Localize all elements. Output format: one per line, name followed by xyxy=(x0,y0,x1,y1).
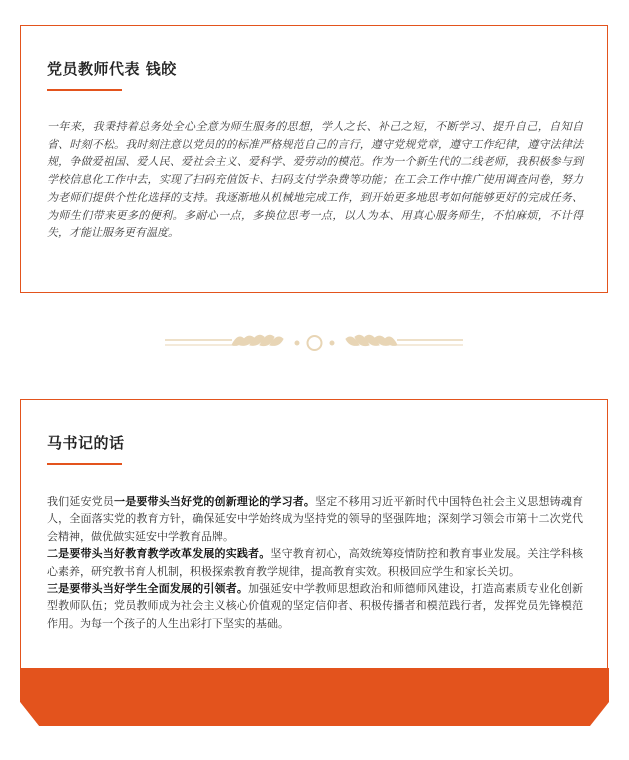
paragraph-3-text: 加强延安中学教师思想政治和师德师风建设，打造高素质专业化创新型教师队伍；党员教师成为社会主义核心价值观的坚定信仰者、积极传播者和模范践行者，发挥党员先锋模范作用。为每一个孩子的人生出彩打下坚实的基础。 xyxy=(47,582,583,630)
paragraph-2-heading: 二是要带头当好教育教学改革发展的实践者。 xyxy=(47,547,271,561)
paragraph-2-text: 坚守教育初心，高效统筹疫情防控和教育事业发展。关注学科核心素养，研究教书育人机制，积极探索教育教学规律，提高教育实效。积极回应学生和家长关切。 xyxy=(47,547,583,578)
testimonial-paragraph: 一年来，我秉持着总务处全心全意为师生服务的思想，学人之长、补己之短，不断学习、提升自己，自知自省、时刻不松。我时刻注意以党员的的标准严格规范自己的言行，遵守党规党章，遵守工作纪律，遵守法律法规，争做爱祖国、爱人民、爱社会主义、爱科学、爱劳动的模范。作为一个新生代的二线老师，我积极参与到学校信息化工作中去，实现了扫码充值饭卡、扫码支付学杂费等功能；在工会工作中推广使用调查问卷，努力为老师们提供个性化选择的支持。我逐渐地从机械地完成工作，到开始更多地思考如何能够更好的完成任务、为师生们带来更多的便利。多耐心一点，多换位思考一点，以人为本、用真心服务师生，不怕麻烦，不计得失，才能让服务更有温度。 xyxy=(47,120,583,240)
secretary-speech xyxy=(47,493,583,632)
ornamental-divider xyxy=(0,325,629,365)
title-underline xyxy=(47,89,122,91)
paragraph-3-heading: 三是要带头当好学生全面发展的引领者。 xyxy=(47,582,249,596)
paragraph-1-heading: 一是要带头当好党的创新理论的学习者。 xyxy=(114,495,316,508)
paragraph-1-text: 坚定不移用习近平新时代中国特色社会主义思想铸魂育人，全面落实党的教育方针，确保延安中学始终成为坚持党的领导的坚强阵地；深刻学习领会市第十二次党代会精神，做优做实延安中学教育品牌。 xyxy=(47,495,584,543)
party-secretary-card xyxy=(20,399,608,684)
section-title: 马书记的话 xyxy=(47,434,125,452)
bottom-decor-band xyxy=(0,668,629,760)
paragraph-1-lead: 我们延安党员 xyxy=(47,495,115,508)
teacher-representative-card xyxy=(20,25,608,293)
title-underline xyxy=(47,463,122,465)
section-title: 党员教师代表 钱皎 xyxy=(47,60,177,78)
